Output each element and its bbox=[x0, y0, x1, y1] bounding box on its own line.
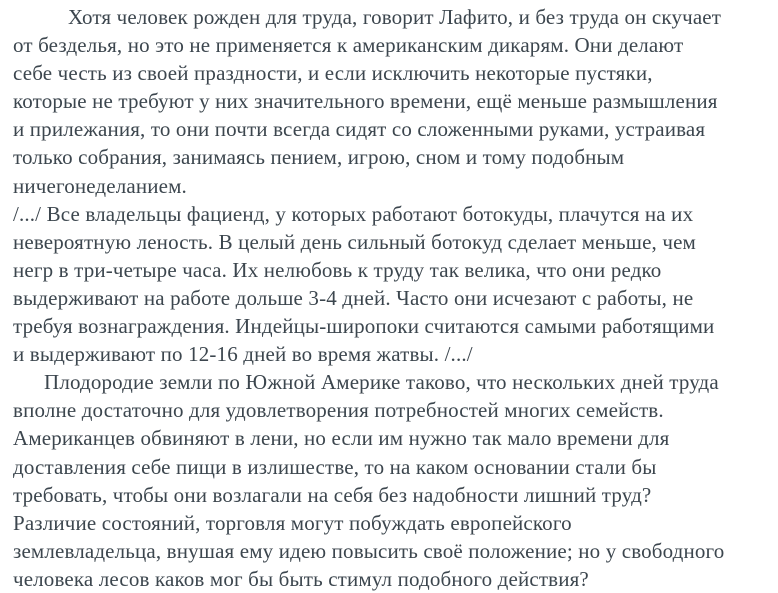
text-line: себе честь из своей праздности, и если исключить некоторые пустяки, bbox=[13, 61, 653, 86]
text-line: выдерживают на работе дольше 3-4 дней. Часто они исчезают с работы, не bbox=[13, 285, 694, 310]
text-line: человека лесов каков мог бы быть стимул подобного действия? bbox=[13, 566, 589, 591]
text-line: требовать, чтобы они возлагали на себя без надобности лишний труд? bbox=[13, 482, 652, 507]
text-line: Хотя человек рожден для труда, говорит Лафито, и без труда он скучает bbox=[68, 5, 722, 29]
text-line: только собрания, занимаясь пением, игрою, сном и тому подобным bbox=[13, 145, 625, 170]
text-line: от безделья, но это не применяется к американским дикарям. Они делают bbox=[13, 33, 684, 58]
text-line: которые не требуют у них значительного времени, ещё меньше размышления bbox=[13, 89, 718, 114]
text-line: и выдерживают по 12-16 дней во время жатвы. /.../ bbox=[13, 342, 473, 367]
text-line: негр в три-четыре часа. Их нелюбовь к труду так велика, что они редко bbox=[13, 257, 662, 282]
text-line: ничегонеделанием. bbox=[13, 173, 187, 198]
text-line: и прилежания, то они почти всегда сидят со сложенными руками, устраивая bbox=[13, 117, 706, 142]
text-line: требуя вознаграждения. Индейцы-широпоки считаются самыми работящими bbox=[13, 314, 715, 339]
paragraph-2 bbox=[13, 200, 770, 369]
paragraph-1 bbox=[13, 3, 770, 200]
text-line: невероятную леность. В целый день сильный ботокуд сделает меньше, чем bbox=[13, 229, 696, 254]
text-line: вполне достаточно для удовлетворения потребностей многих семейств. bbox=[13, 398, 664, 423]
text-line: землевладельца, внушая ему идею повысить своё положение; но у свободного bbox=[13, 538, 725, 563]
paragraph-3 bbox=[13, 368, 770, 593]
text-line: Плодородие земли по Южной Америке таково, что нескольких дней труда bbox=[44, 370, 719, 395]
text-line: Различие состояний, торговля могут побуждать европейского bbox=[13, 510, 572, 535]
text-line: доставления себе пищи в излишестве, то на каком основании стали бы bbox=[13, 454, 657, 479]
text-line: Американцев обвиняют в лени, но если им нужно так мало времени для bbox=[13, 426, 670, 451]
text-line: /.../ Все владельцы фациенд, у которых работают ботокуды, плачутся на их bbox=[13, 201, 694, 226]
